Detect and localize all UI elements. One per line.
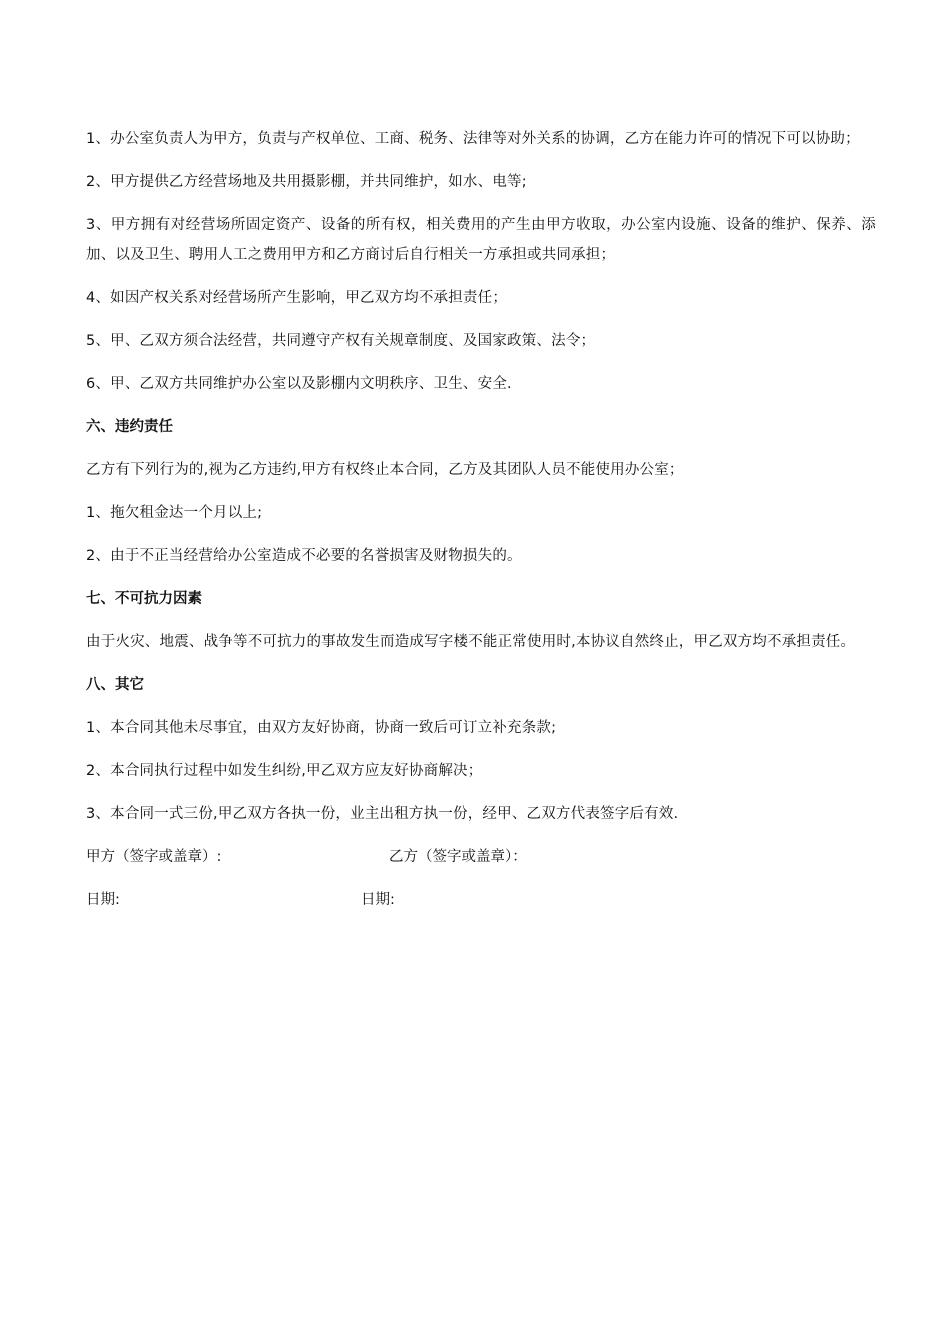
clause-8-3: 3、本合同一式三份,甲乙双方各执一份，业主出租方执一份，经甲、乙双方代表签字后有效. [86, 806, 679, 822]
document-page [86, 124, 876, 928]
clause-5-6: 6、甲、乙双方共同维护办公室以及影棚内文明秩序、卫生、安全. [86, 376, 512, 392]
clause-6-1: 1、拖欠租金达一个月以上; [86, 505, 263, 521]
clause-8-2: 2、本合同执行过程中如发生纠纷,甲乙双方应友好协商解决； [86, 763, 483, 779]
clause-8-1: 1、本合同其他未尽事宜，由双方友好协商，协商一致后可订立补充条款; [86, 720, 557, 736]
party-b-signature-label: 乙方（签字或盖章）： [389, 849, 527, 865]
clause-5-4: 4、如因产权关系对经营场所产生影响，甲乙双方均不承担责任； [86, 290, 508, 306]
clause-6-2: 2、由于不正当经营给办公室造成不必要的名誉损害及财物损失的。 [86, 548, 522, 564]
section-7-heading: 七、不可抗力因素 [86, 591, 202, 607]
clause-5-5: 5、甲、乙双方须合法经营，共同遵守产权有关规章制度、及国家政策、法令； [86, 333, 596, 349]
section-8-heading: 八、其它 [86, 677, 144, 693]
section-6-heading: 六、违约责任 [86, 419, 173, 435]
clause-5-2: 2、甲方提供乙方经营场地及共用摄影棚，并共同维护，如水、电等; [86, 174, 527, 190]
clause-5-3: 3、甲方拥有对经营场所固定资产、设备的所有权，相关费用的产生由甲方收取，办公室内设施、设备的维护、保养、添加、以及卫生、聘用人工之费用甲方和乙方商讨后自行相关一方承担或共同承担； [86, 217, 876, 263]
section-7-text: 由于火灾、地震、战争等不可抗力的事故发生而造成写字楼不能正常使用时,本协议自然终止，甲乙双方均不承担责任。 [86, 634, 856, 650]
date-row [86, 885, 876, 915]
signature-row [86, 842, 876, 872]
party-a-date-label: 日期: [86, 892, 120, 908]
party-b-date-label: 日期: [361, 892, 395, 908]
clause-5-1: 1、办公室负责人为甲方，负责与产权单位、工商、税务、法律等对外关系的协调，乙方在能力许可的情况下可以协助； [86, 131, 860, 147]
party-a-signature-label: 甲方（签字或盖章）: [86, 849, 222, 865]
section-6-intro: 乙方有下列行为的,视为乙方违约,甲方有权终止本合同，乙方及其团队人员不能使用办公室； [86, 462, 684, 478]
